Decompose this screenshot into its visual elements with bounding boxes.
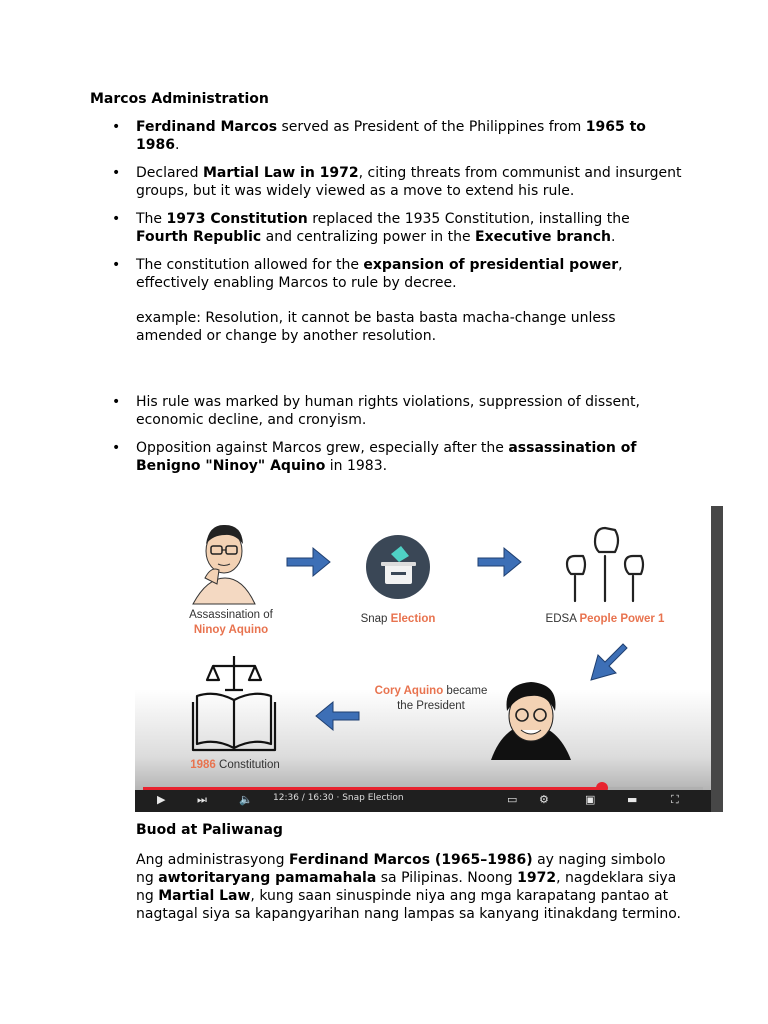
- arrow-right-icon: [478, 548, 521, 576]
- arrow-down-left-icon: [591, 644, 627, 680]
- settings-icon[interactable]: ⚙: [539, 793, 549, 806]
- list-item: • His rule was marked by human rights violations, suppression of dissent, economic decline, and cronyism.: [136, 393, 684, 429]
- theater-icon[interactable]: ▬: [627, 793, 638, 806]
- list-item: • Opposition against Marcos grew, especially after the assassination of Benigno "Ninoy" Aquino in 1983.: [136, 439, 684, 475]
- label-assassination: Assassination of Ninoy Aquino: [189, 609, 273, 636]
- fullscreen-icon[interactable]: ⛶: [671, 793, 679, 806]
- list-item: • Ferdinand Marcos served as President of the Philippines from 1965 to 1986.: [136, 118, 684, 154]
- player-controls: [135, 790, 711, 812]
- subtitles-icon[interactable]: ▭: [507, 793, 518, 806]
- label-edsa: EDSA People Power 1: [545, 613, 665, 625]
- ninoy-portrait-icon: [193, 525, 255, 604]
- raised-fists-icon: [567, 528, 643, 601]
- label-snap-election: Snap Election: [360, 613, 436, 625]
- label-cory: Cory Aquino became the President: [374, 685, 488, 712]
- summary-heading: Buod at Paliwanag: [136, 822, 283, 838]
- volume-icon[interactable]: 🔈: [239, 793, 253, 806]
- play-icon[interactable]: ▶: [157, 793, 166, 806]
- arrow-left-icon: [316, 702, 359, 730]
- miniplayer-icon[interactable]: ▣: [585, 793, 596, 806]
- video-player[interactable]: [135, 506, 723, 812]
- ballot-box-icon: [366, 535, 430, 599]
- cory-portrait-icon: [491, 682, 571, 760]
- example-note: example: Resolution, it cannot be basta basta macha-change unless amended or change by another resolution.: [136, 310, 616, 344]
- constitution-book-icon: [193, 656, 275, 750]
- list-item: • Declared Martial Law in 1972, citing threats from communist and insurgent groups, but it was widely viewed as a move to extend his rule.: [136, 164, 684, 200]
- section-heading: Marcos Administration: [90, 91, 269, 107]
- next-icon[interactable]: ⏭: [197, 793, 207, 806]
- bullet-list: [136, 118, 684, 485]
- arrow-right-icon: [287, 548, 330, 576]
- list-item: • The constitution allowed for the expansion of presidential power, effectively enabling Marcos to rule by decree. example: Resolution, it cannot be basta basta macha-change unless amended or change by another resolution.: [136, 256, 684, 345]
- time-readout: 12:36 / 16:30 · Snap Election: [273, 793, 404, 803]
- label-constitution: 1986 Constitution: [190, 759, 280, 771]
- scrollbar[interactable]: [711, 506, 723, 812]
- list-item: • The 1973 Constitution replaced the 1935 Constitution, installing the Fourth Republic and centralizing power in the Executive branch.: [136, 210, 684, 246]
- summary-paragraph: Ang administrasyong Ferdinand Marcos (1965–1986) ay naging simbolo ng awtoritaryang pamamahala sa Pilipinas. Noong 1972, nagdeklara siya ng Martial Law, kung saan sinuspinde niya ang mga karapatang pantao at nagtagal siya sa kapangyarihan nang lampas sa kanyang itinakdang termino.: [136, 852, 681, 922]
